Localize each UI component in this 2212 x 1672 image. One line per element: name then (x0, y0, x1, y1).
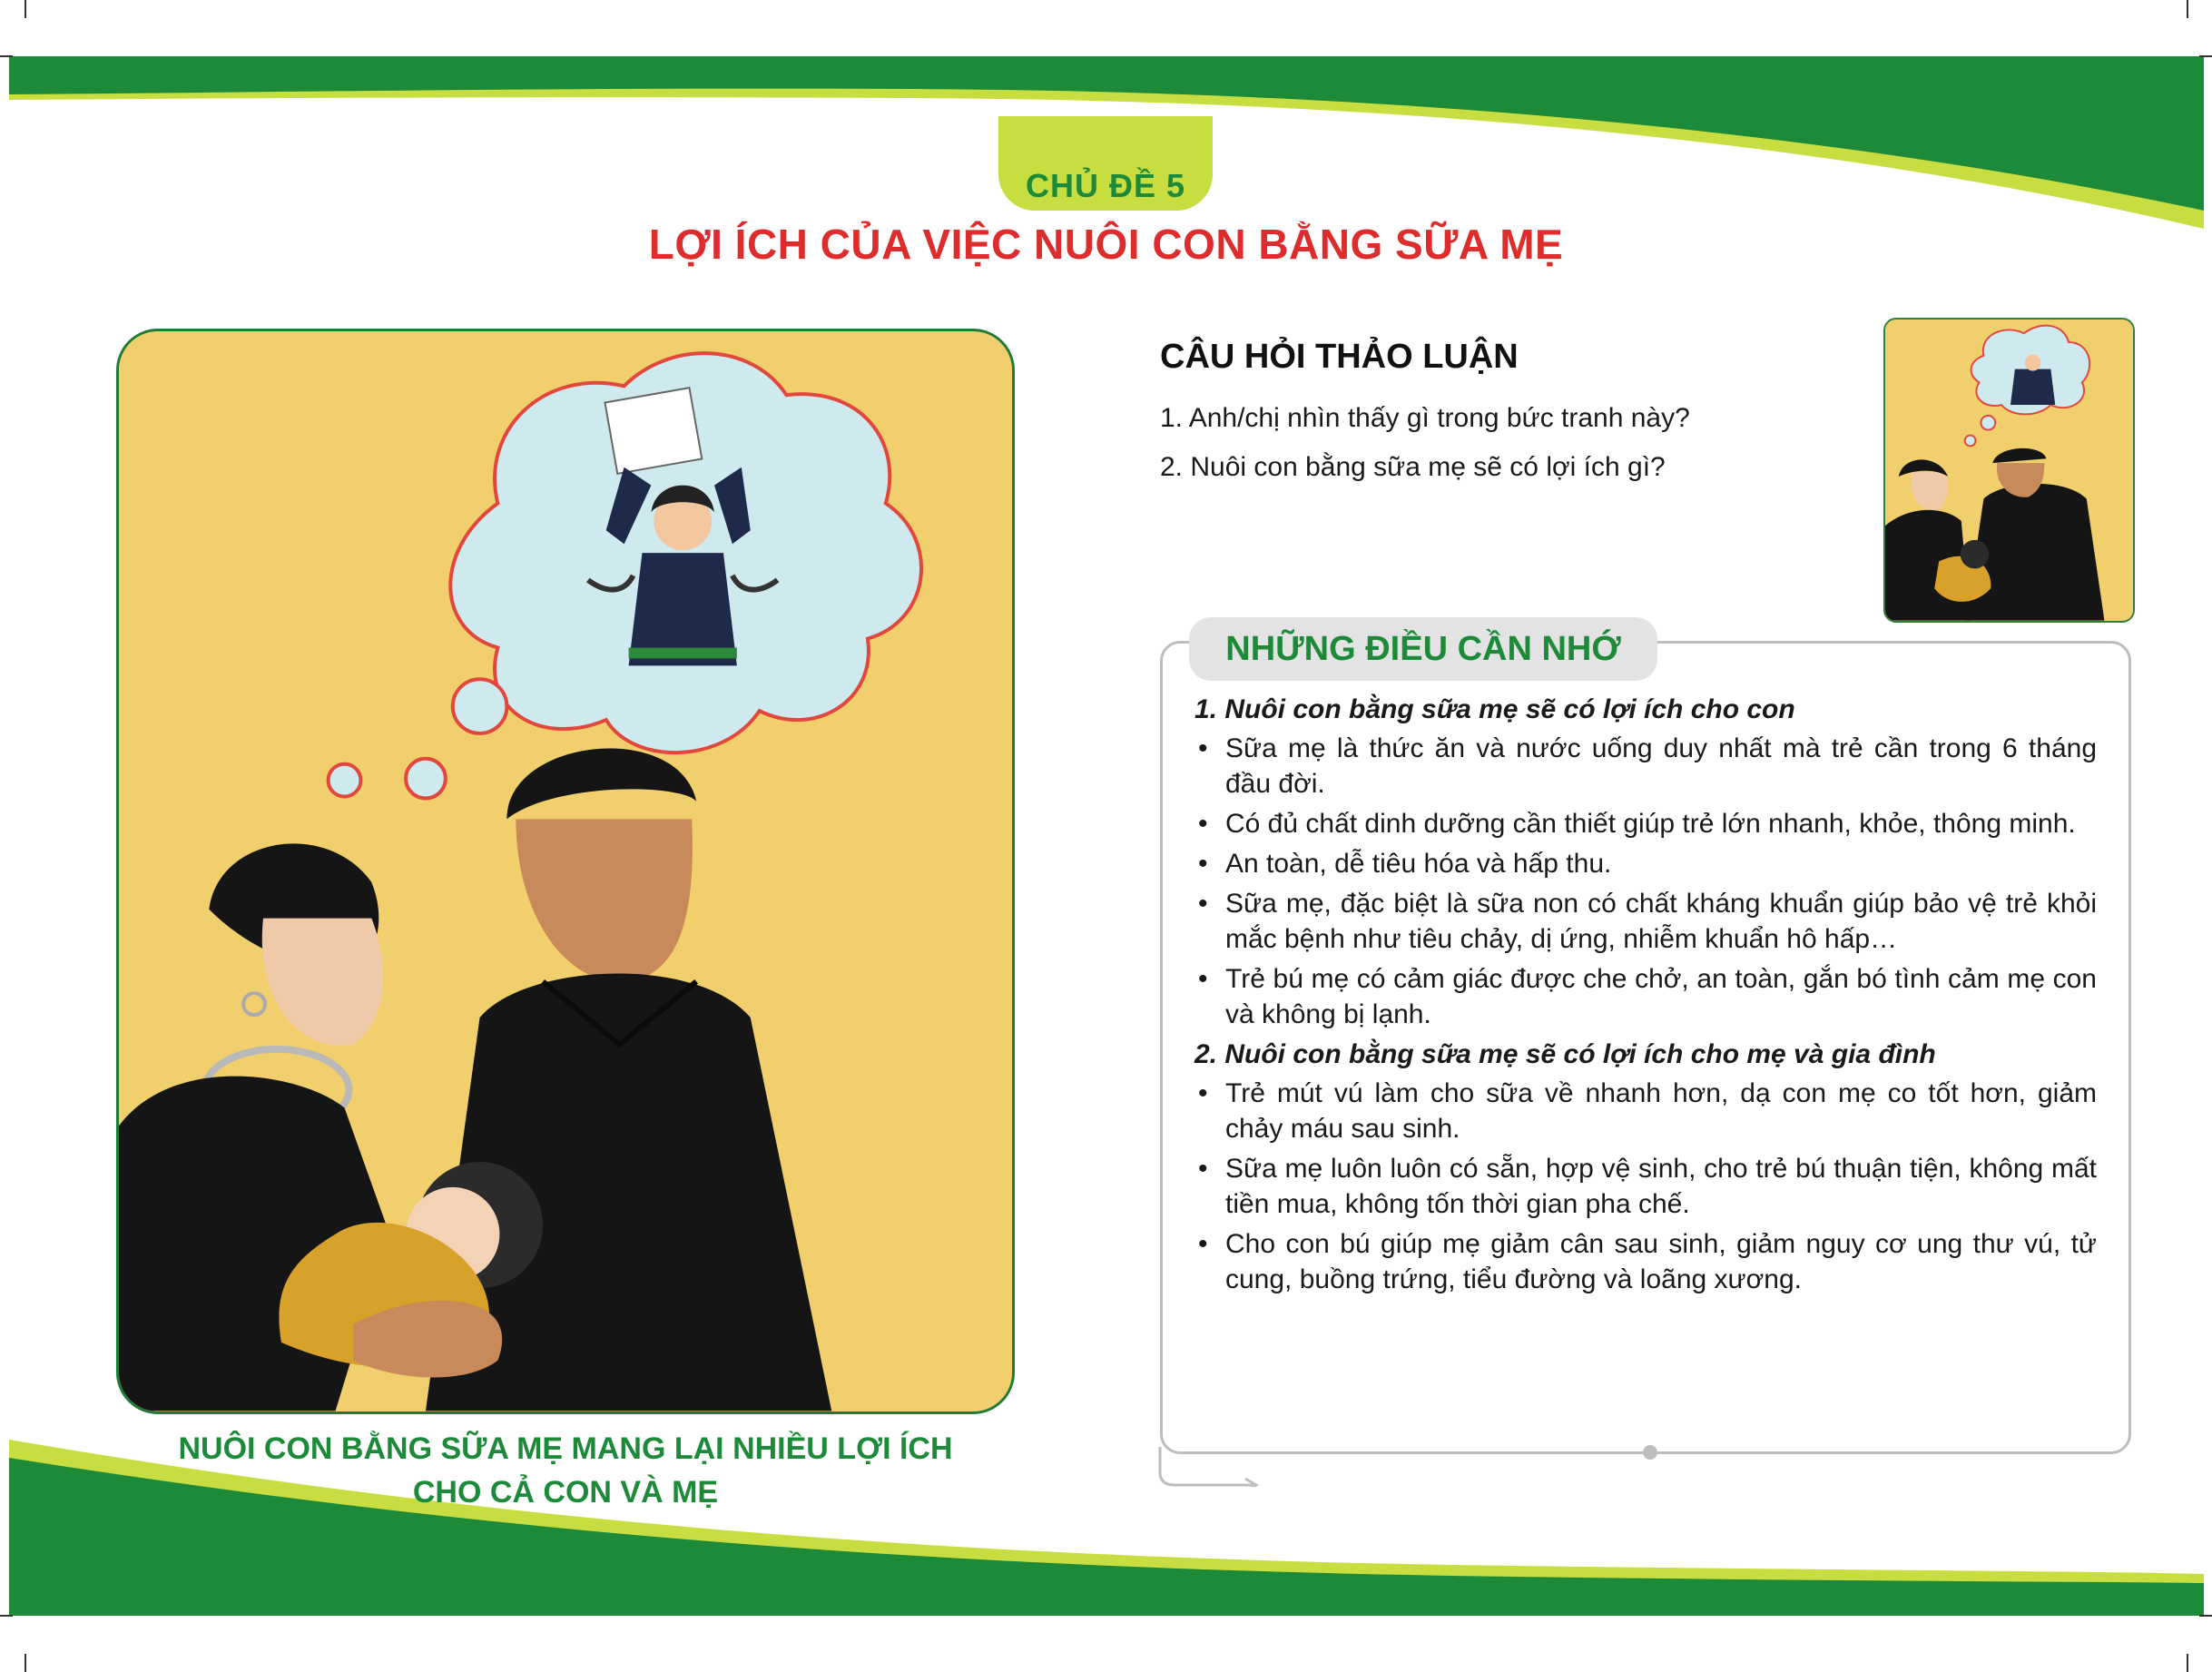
thumbnail-image (1885, 320, 2133, 621)
section-heading: 1. Nuôi con bằng sữa mẹ sẽ có lợi ích cho con (1194, 694, 1795, 724)
caption-line-2: CHO CẢ CON VÀ MẸ (412, 1475, 719, 1510)
caption-line-1: NUÔI CON BẰNG SỮA MẸ MANG LẠI NHIỀU LỢI ÍCH (178, 1431, 953, 1466)
page-title: LỢI ÍCH CỦA VIỆC NUÔI CON BẰNG SỮA MẸ (648, 221, 1564, 268)
bullet-item: • Có đủ chất dinh dưỡng cần thiết giúp trẻ lớn nhanh, khỏe, thông minh. (1194, 806, 2097, 841)
bullet-item: • Trẻ bú mẹ có cảm giác được che chở, an toàn, gắn bó tình cảm mẹ con và không bị lạnh. (1194, 961, 2097, 1032)
thumbnail-illustration (1883, 318, 2135, 623)
topic-tab (998, 116, 1213, 211)
bullet-item: • Cho con bú giúp mẹ giảm cân sau sinh, giảm nguy cơ ung thư vú, tử cung, buồng trứng, tiểu đường và loãng xương. (1194, 1226, 2097, 1297)
section-heading: 2. Nuôi con bằng sữa mẹ sẽ có lợi ích cho mẹ và gia đình (1194, 1039, 1936, 1069)
bullet-item: • Sữa mẹ là thức ăn và nước uống duy nhất mà trẻ cần trong 6 tháng đầu đời. (1194, 731, 2097, 802)
remember-title: NHỮNG ĐIỀU CẦN NHỚ (1225, 629, 1621, 668)
bullet-item: • Sữa mẹ, đặc biệt là sữa non có chất kháng khuẩn giúp bảo vệ trẻ khỏi mắc bệnh như tiêu chảy, dị ứng, nhiễm khuẩn hô hấp… (1194, 886, 2097, 957)
main-illustration (116, 329, 1015, 1414)
dot-decoration (1643, 1445, 1657, 1460)
bullet-item: • Trẻ mút vú làm cho sữa về nhanh hơn, dạ con mẹ co tốt hơn, giảm chảy máu sau sinh. (1194, 1076, 2097, 1146)
arrow-decoration (1158, 1447, 1262, 1487)
bullet-item: • Sữa mẹ luôn luôn có sẵn, hợp vệ sinh, cho trẻ bú thuận tiện, không mất tiền mua, không tốn thời gian pha chế. (1194, 1151, 2097, 1222)
illustration-caption (116, 1427, 1015, 1514)
bullet-item: • An toàn, dễ tiêu hóa và hấp thu. (1194, 846, 2097, 881)
remember-tab (1189, 617, 1657, 681)
discussion-question: 2. Nuôi con bằng sữa mẹ sẽ có lợi ích gì? (1160, 452, 1666, 482)
remember-content (1194, 690, 2097, 1302)
topic-label: CHỦ ĐỀ 5 (1025, 167, 1186, 204)
discussion-title: CÂU HỎI THẢO LUẬN (1160, 338, 1519, 376)
family-breastfeeding-illustration (119, 331, 1012, 1411)
discussion-question: 1. Anh/chị nhìn thấy gì trong bức tranh này? (1160, 403, 1690, 433)
